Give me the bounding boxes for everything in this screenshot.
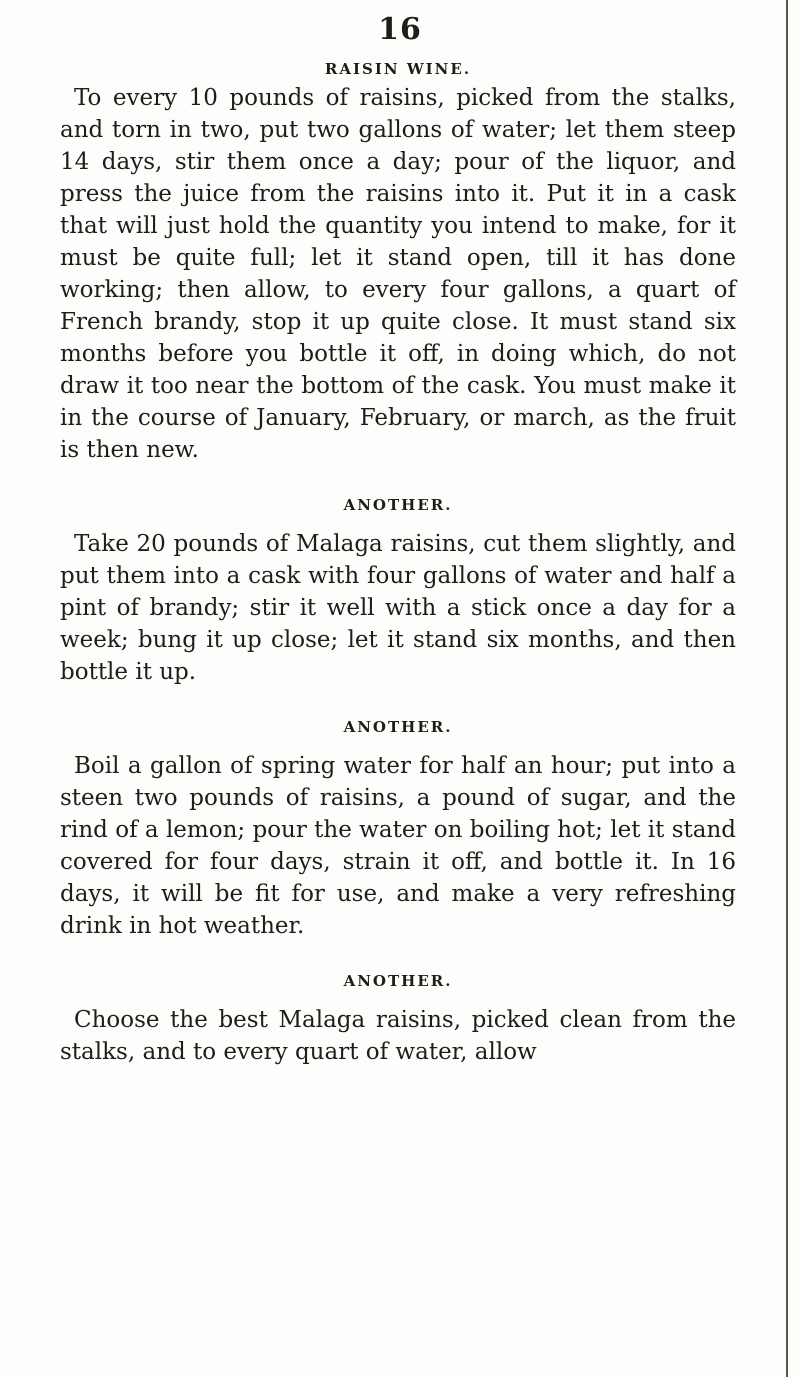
recipe-text: Take 20 pounds of Malaga raisins, cut them slightly, and put them into a cask with four gallons of water and half a pint of brandy; stir it well with a stick once a day for a week; bung it up close; let it stand six months, and then bottle it up. [60, 531, 736, 685]
recipe-another-3 [60, 972, 736, 1068]
page-content [60, 60, 736, 1090]
page-number: 16 [378, 12, 422, 47]
page-edge-rule [786, 0, 788, 1377]
recipe-heading: RAISIN WINE. [324, 60, 472, 78]
recipe-heading: ANOTHER. [343, 972, 453, 990]
recipe-heading: ANOTHER. [343, 718, 453, 736]
recipe-text: To every 10 pounds of raisins, picked from the stalks, and torn in two, put two gallons of water; let them steep 14 days, stir them once a day; pour of the liquor, and press the juice from the raisins into it. Put it in a cask that will just hold the quantity you intend to make, for it must be quite full; let it stand open, till it has done working; then allow, to every four gallons, a quart of French brandy, stop it up quite close. It must stand six months before you bottle it off, in doing which, do not draw it too near the bottom of the cask. You must make it in the course of January, February, or march, as the fruit is then new. [60, 85, 736, 463]
recipe-raisin-wine [60, 60, 736, 466]
recipe-another-1 [60, 496, 736, 688]
recipe-another-2 [60, 718, 736, 942]
recipe-text: Boil a gallon of spring water for half an hour; put into a steen two pounds of raisins, a pound of sugar, and the rind of a lemon; pour the water on boiling hot; let it stand covered for four days, strain it off, and bottle it. In 16 days, it will be fit for use, and make a very refreshing drink in hot weather. [60, 753, 736, 939]
recipe-text: Choose the best Malaga raisins, picked clean from the stalks, and to every quart of water, allow [60, 1007, 736, 1065]
recipe-heading: ANOTHER. [343, 496, 453, 514]
